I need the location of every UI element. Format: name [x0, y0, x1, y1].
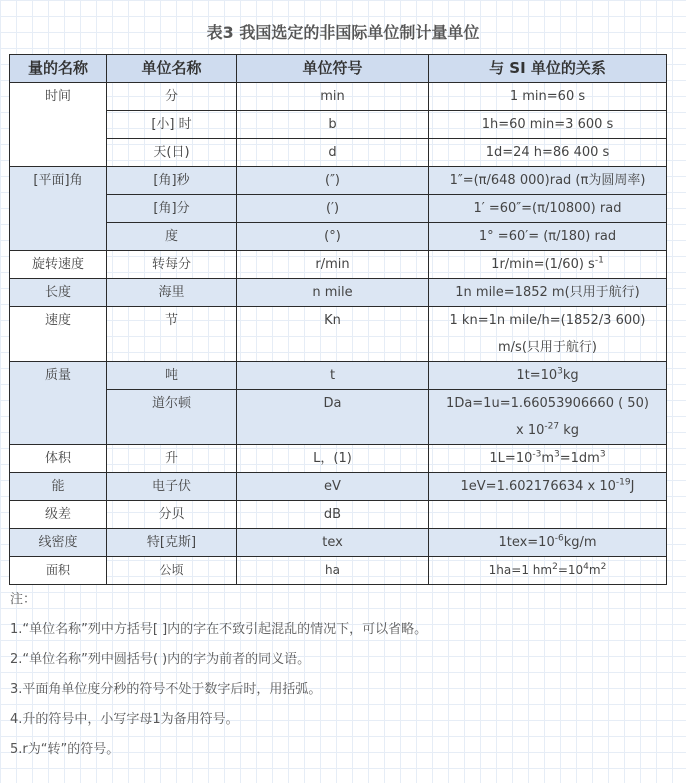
unit-name: 升	[107, 445, 237, 473]
table-row	[10, 251, 667, 279]
table-row	[10, 473, 667, 501]
unit-symbol: Kn	[237, 307, 429, 362]
header-unit-name: 单位名称	[107, 55, 237, 83]
table-row	[10, 557, 667, 585]
unit-name: 分	[107, 83, 237, 111]
quantity-volume: 体积	[10, 445, 107, 473]
quantity-mass: 质量	[10, 362, 107, 445]
unit-name: 吨	[107, 362, 237, 390]
si-relation: 1° =60′= (π/180) rad	[429, 223, 667, 251]
quantity-time: 时间	[10, 83, 107, 167]
unit-symbol: b	[237, 111, 429, 139]
note-item: 1.“单位名称”列中方括号[ ]内的字在不致引起混乱的情况下，可以省略。	[10, 622, 428, 637]
table-row	[10, 167, 667, 195]
unit-symbol: d	[237, 139, 429, 167]
unit-symbol: L，(1)	[237, 445, 429, 473]
si-relation: 1n mile=1852 m(只用于航行)	[429, 279, 667, 307]
table-row	[10, 307, 667, 362]
unit-name: 节	[107, 307, 237, 362]
note-item: 2.“单位名称”列中圆括号( )内的字为前者的同义语。	[10, 652, 311, 667]
unit-name: 特[克斯]	[107, 529, 237, 557]
table-row	[10, 111, 667, 139]
notes-section	[10, 592, 670, 772]
header-unit-symbol: 单位符号	[237, 55, 429, 83]
unit-name: 电子伏	[107, 473, 237, 501]
unit-symbol: Da	[237, 390, 429, 445]
header-quantity: 量的名称	[10, 55, 107, 83]
unit-symbol: min	[237, 83, 429, 111]
quantity-angle: [平面]角	[10, 167, 107, 251]
si-relation: 1Da=1u=1.66053906660 ( 50) x $10^{-27}$ kg	[429, 390, 667, 445]
note-item: 5.r为“转”的符号。	[10, 742, 120, 757]
si-relation	[429, 501, 667, 529]
table-title: 表3 我国选定的非国际单位制计量单位	[206, 23, 480, 42]
si-relation: 1eV=1.602176634 x $10^{-19}J$	[429, 473, 667, 501]
unit-symbol: tex	[237, 529, 429, 557]
si-relation: $1t=10^3kg$	[429, 362, 667, 390]
units-table	[9, 54, 667, 585]
table-row	[10, 390, 667, 445]
quantity-speed: 速度	[10, 307, 107, 362]
table-row	[10, 529, 667, 557]
si-relation: $1tex=10^{-6}kg/m$	[429, 529, 667, 557]
unit-name: 公顷	[107, 557, 237, 585]
si-relation: $1L=10^{-3}m^3=1dm^3$	[429, 445, 667, 473]
quantity-linear-density: 线密度	[10, 529, 107, 557]
unit-symbol: dB	[237, 501, 429, 529]
table-row	[10, 195, 667, 223]
note-item: 3.平面角单位度分秒的符号不处于数字后时，用括弧。	[10, 682, 322, 697]
unit-symbol: n mile	[237, 279, 429, 307]
si-relation: 1 kn=1n mile/h=(1852/3 600) m/s(只用于航行)	[429, 307, 667, 362]
unit-name: [角]秒	[107, 167, 237, 195]
unit-symbol: t	[237, 362, 429, 390]
unit-name: 道尔顿	[107, 390, 237, 445]
unit-name: 分贝	[107, 501, 237, 529]
table-row	[10, 279, 667, 307]
si-relation: 1r/min=(1/60) $s^{-1}$	[429, 251, 667, 279]
table-row	[10, 362, 667, 390]
table-row	[10, 445, 667, 473]
unit-name: [角]分	[107, 195, 237, 223]
si-relation: 1ha=1 $hm^2=10^4m^2$	[429, 557, 667, 585]
table-row	[10, 501, 667, 529]
unit-symbol: eV	[237, 473, 429, 501]
table-row	[10, 223, 667, 251]
unit-name: 天(日)	[107, 139, 237, 167]
unit-name: [小] 时	[107, 111, 237, 139]
si-relation: 1d=24 h=86 400 s	[429, 139, 667, 167]
quantity-energy: 能	[10, 473, 107, 501]
quantity-area: 面积	[10, 557, 107, 585]
table-row	[10, 83, 667, 111]
quantity-length: 长度	[10, 279, 107, 307]
quantity-rotation: 旋转速度	[10, 251, 107, 279]
unit-symbol: r/min	[237, 251, 429, 279]
unit-symbol: (″)	[237, 167, 429, 195]
unit-name: 度	[107, 223, 237, 251]
quantity-level: 级差	[10, 501, 107, 529]
si-relation: 1″=(π/648 000)rad (π为圆周率)	[429, 167, 667, 195]
unit-name: 海里	[107, 279, 237, 307]
notes-heading: 注：	[10, 592, 37, 607]
si-relation: 1 min=60 s	[429, 83, 667, 111]
si-relation: 1h=60 min=3 600 s	[429, 111, 667, 139]
si-relation: 1′ =60″=(π/10800) rad	[429, 195, 667, 223]
header-row	[10, 55, 667, 83]
unit-name: 转每分	[107, 251, 237, 279]
header-si-relation: 与 SI 单位的关系	[429, 55, 667, 83]
unit-symbol: (′)	[237, 195, 429, 223]
unit-symbol: (°)	[237, 223, 429, 251]
table-row	[10, 139, 667, 167]
unit-symbol: ha	[237, 557, 429, 585]
note-item: 4.升的符号中，小写字母1为备用符号。	[10, 712, 239, 727]
